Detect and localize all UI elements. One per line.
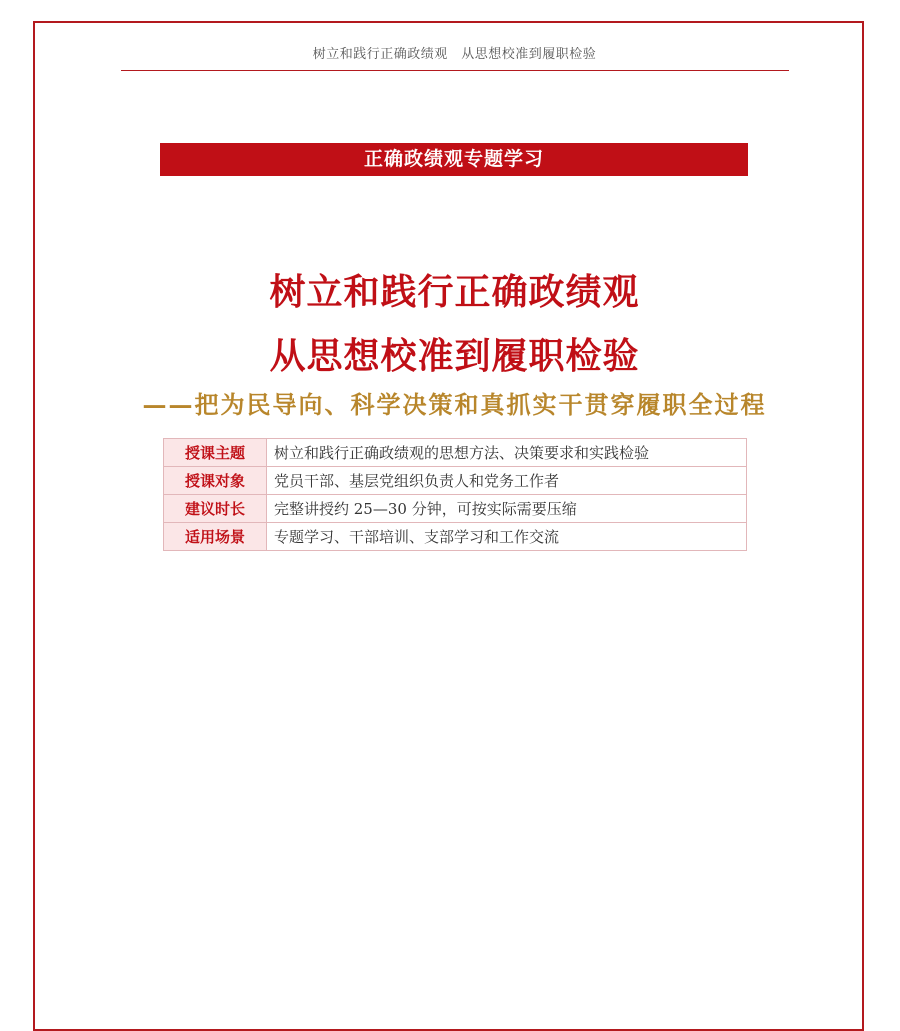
table-row: [164, 467, 747, 495]
main-title-line-1: 树立和践行正确政绩观: [269, 272, 640, 313]
table-row: [164, 523, 747, 551]
subtitle: ——把为民导向、科学决策和真抓实干贯穿履职全过程: [142, 390, 767, 419]
course-info-table: [163, 438, 747, 551]
row-value-duration: 完整讲授约 25—30 分钟，可按实际需要压缩: [267, 495, 747, 523]
row-label-scenario: 适用场景: [164, 523, 267, 551]
row-label-audience: 授课对象: [164, 467, 267, 495]
row-value-audience: 党员干部、基层党组织负责人和党务工作者: [267, 467, 747, 495]
row-label-topic: 授课主题: [164, 439, 267, 467]
table-row: [164, 439, 747, 467]
main-title-line-2: 从思想校准到履职检验: [269, 336, 640, 377]
row-value-scenario: 专题学习、干部培训、支部学习和工作交流: [267, 523, 747, 551]
header-rule: [121, 70, 789, 71]
row-value-topic: 树立和践行正确政绩观的思想方法、决策要求和实践检验: [267, 439, 747, 467]
section-banner: 正确政绩观专题学习: [160, 143, 748, 176]
running-header: 树立和践行正确政绩观 从思想校准到履职检验: [312, 47, 597, 62]
table-row: [164, 495, 747, 523]
row-label-duration: 建议时长: [164, 495, 267, 523]
